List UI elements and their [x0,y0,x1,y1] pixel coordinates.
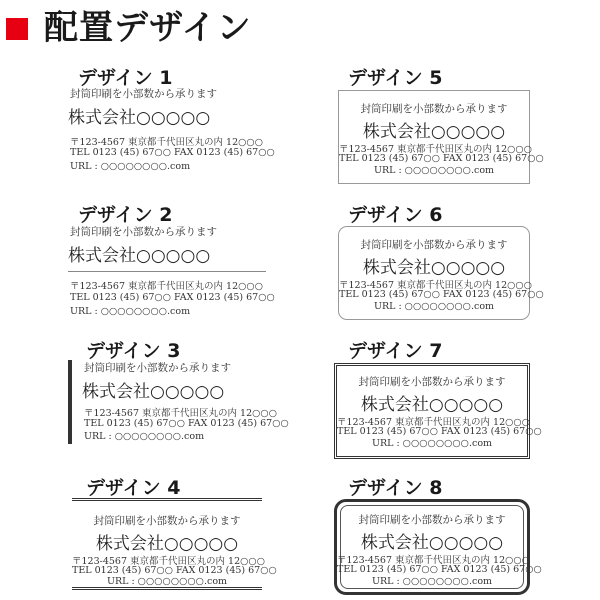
card-subtitle: 封筒印刷を小部数から承ります [70,226,217,238]
card-url: URL : ○○○○○○○○.com [70,161,191,172]
card-subtitle: 封筒印刷を小部数から承ります [360,239,508,251]
card-address: 〒123-4567 東京都千代田区丸の内 12○○○ [339,144,533,155]
card-tel-fax: TEL 0123 (45) 67○○ FAX 0123 (45) 67○○ [337,426,542,437]
card-url: URL : ○○○○○○○○.com [84,431,205,442]
design-4-title: デザイン 4 [86,477,181,499]
divider-line [68,271,266,272]
card-address: 〒123-4567 東京都千代田区丸の内 12○○○ [337,417,531,428]
card-company: 株式会社○○○○○ [362,122,506,142]
card-subtitle: 封筒印刷を小部数から承ります [358,376,506,388]
design-2-card [68,224,275,324]
design-1-title: デザイン 1 [78,67,173,89]
card-address: 〒123-4567 東京都千代田区丸の内 12○○○ [70,137,264,148]
card-tel-fax: TEL 0123 (45) 67○○ FAX 0123 (45) 67○○ [339,289,544,300]
card-address: 〒123-4567 東京都千代田区丸の内 12○○○ [70,281,264,292]
card-url: URL : ○○○○○○○○.com [371,438,493,449]
card-address: 〒123-4567 東京都千代田区丸の内 12○○○ [337,555,531,566]
card-company: 株式会社○○○○○ [360,533,504,553]
card-address: 〒123-4567 東京都千代田区丸の内 12○○○ [339,280,533,291]
card-subtitle: 封筒印刷を小部数から承ります [360,103,508,115]
card-address: 〒123-4567 東京都千代田区丸の内 12○○○ [72,556,266,567]
card-tel-fax: TEL 0123 (45) 67○○ FAX 0123 (45) 67○○ [70,147,275,158]
card-subtitle: 封筒印刷を小部数から承ります [93,515,241,527]
card-company: 株式会社○○○○○ [95,534,239,554]
design-7-title: デザイン 7 [348,340,443,362]
card-company: 株式会社○○○○○ [82,382,225,402]
design-6-title: デザイン 6 [348,204,443,226]
card-address: 〒123-4567 東京都千代田区丸の内 12○○○ [84,408,278,419]
design-7-card [334,363,542,459]
design-8-card [334,499,542,595]
card-company: 株式会社○○○○○ [362,258,506,278]
design-3-title: デザイン 3 [86,340,181,362]
design-1-card [68,86,275,178]
design-4-card [72,498,277,590]
design-8-title: デザイン 8 [348,477,443,499]
design-2-title: デザイン 2 [78,204,173,226]
card-subtitle: 封筒印刷を小部数から承ります [70,88,217,100]
card-url: URL : ○○○○○○○○.com [70,306,191,317]
card-url: URL : ○○○○○○○○.com [373,165,495,176]
card-tel-fax: TEL 0123 (45) 67○○ FAX 0123 (45) 67○○ [337,564,542,575]
card-tel-fax: TEL 0123 (45) 67○○ FAX 0123 (45) 67○○ [72,565,277,576]
card-tel-fax: TEL 0123 (45) 67○○ FAX 0123 (45) 67○○ [84,418,289,429]
card-tel-fax: TEL 0123 (45) 67○○ FAX 0123 (45) 67○○ [70,292,275,303]
card-url: URL : ○○○○○○○○.com [106,576,228,587]
card-company: 株式会社○○○○○ [68,108,211,128]
title-marker [6,18,28,40]
card-subtitle: 封筒印刷を小部数から承ります [84,362,231,374]
card-url: URL : ○○○○○○○○.com [373,301,495,312]
card-subtitle: 封筒印刷を小部数から承ります [358,514,506,526]
design-5-title: デザイン 5 [348,67,443,89]
design-5-card [338,90,544,184]
design-3-card [68,360,289,444]
card-company: 株式会社○○○○○ [360,395,504,415]
design-6-card [338,226,544,320]
card-tel-fax: TEL 0123 (45) 67○○ FAX 0123 (45) 67○○ [339,153,544,164]
card-url: URL : ○○○○○○○○.com [371,576,493,587]
page-title: 配置デザイン [44,8,252,48]
card-company: 株式会社○○○○○ [68,246,211,266]
